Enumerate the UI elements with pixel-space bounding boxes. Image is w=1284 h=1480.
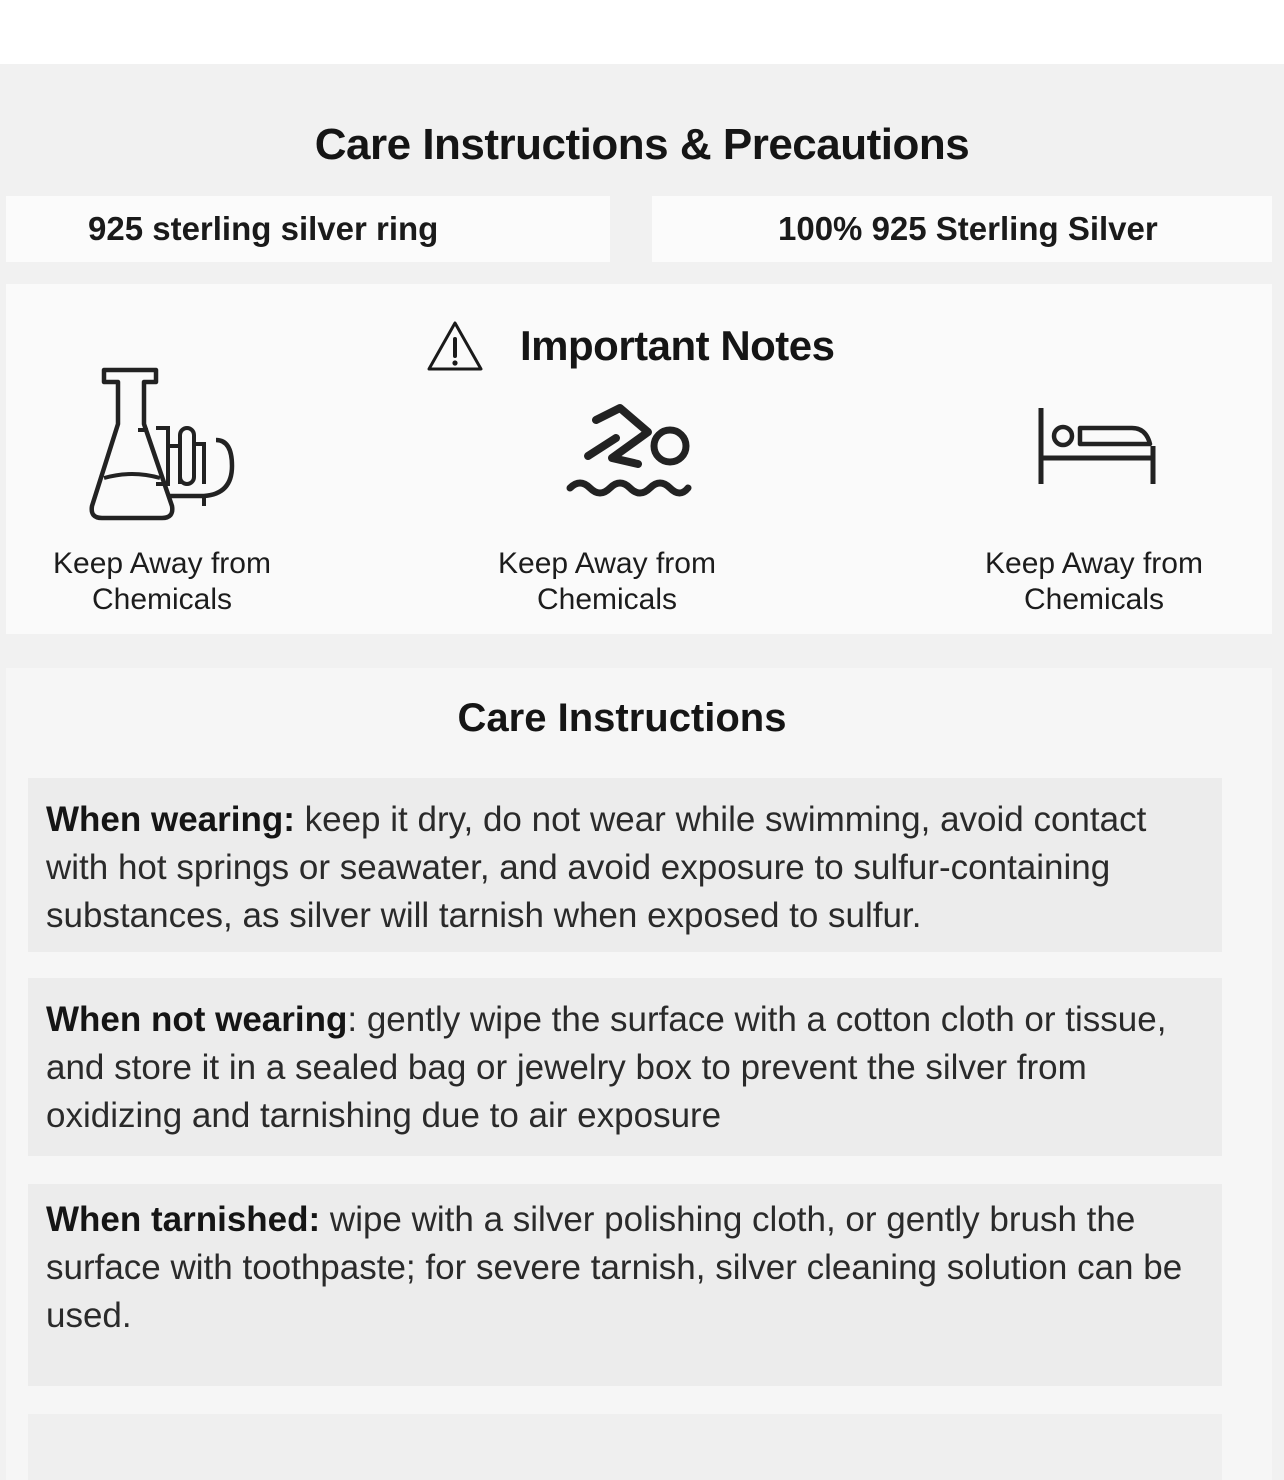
chemicals-lab-icon xyxy=(86,366,238,526)
swimming-icon xyxy=(566,402,692,498)
important-notes-heading xyxy=(426,316,835,376)
care-item-not-wearing xyxy=(28,978,1222,1156)
care-item-lead: When wearing: xyxy=(46,800,295,839)
care-item-wearing xyxy=(28,778,1222,952)
page-title: Care Instructions & Precautions xyxy=(314,120,970,169)
note-label-chemicals: Keep Away from Chemicals xyxy=(53,547,271,616)
bed-icon xyxy=(1036,404,1158,486)
care-item-text: wipe with a silver polishing cloth, or gently brush the surface with toothpaste; for severe tarnish, silver cleaning solution can be used. xyxy=(46,1200,1183,1335)
care-item-empty xyxy=(28,1414,1222,1480)
material-box xyxy=(652,196,1272,262)
note-label-swimming: Keep Away from Chemicals xyxy=(498,547,716,616)
warning-triangle-icon xyxy=(426,319,484,373)
care-item-lead: When not wearing xyxy=(46,1000,348,1039)
care-item-text: keep it dry, do not wear while swimming, avoid contact with hot springs or seawater, and avoid exposure to sulfur-containing substances, as silver will tarnish when exposed to sulfur. xyxy=(46,800,1147,935)
care-instructions-title: Care Instructions xyxy=(457,696,787,740)
care-item-tarnished xyxy=(28,1184,1222,1386)
product-name-box xyxy=(6,196,610,262)
material-spec: 100% 925 Sterling Silver xyxy=(778,210,1158,247)
important-notes-title: Important Notes xyxy=(520,322,835,369)
product-name: 925 sterling silver ring xyxy=(88,210,439,247)
note-label-sleeping: Keep Away from Chemicals xyxy=(985,547,1203,616)
care-item-text: : gently wipe the surface with a cotton cloth or tissue, and store it in a sealed bag or jewelry box to prevent the silver from oxidizing and tarnishing due to air exposure xyxy=(46,1000,1167,1135)
care-item-lead: When tarnished: xyxy=(46,1200,321,1239)
